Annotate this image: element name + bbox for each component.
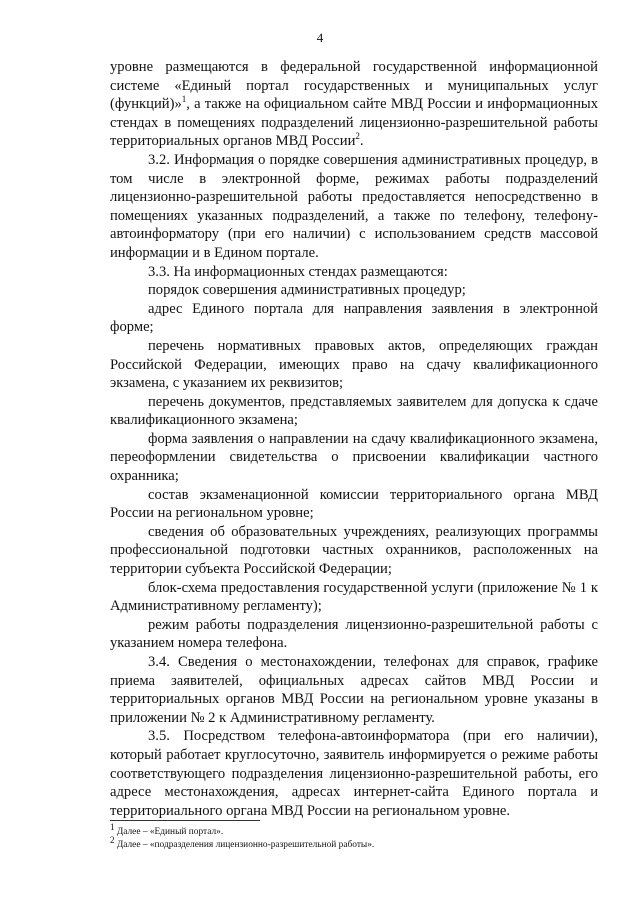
list-item: порядок совершения административных процедур; (148, 282, 466, 299)
footnote-ref: 2 (355, 131, 360, 142)
paragraph-continuation (110, 58, 598, 151)
footnotes (110, 821, 598, 852)
footnote-1 (110, 821, 598, 839)
list-item: перечень документов, представляемых заявителем для допуска к сдаче квалификационного экзамена; (110, 393, 598, 429)
list-item: перечень нормативных правовых актов, определяющих граждан Российской Федерации, имеющих право на сдачу квалификационного экзамена, с указанием их реквизитов; (110, 337, 598, 392)
list-item: состав экзаменационной комиссии территориального органа МВД России на региональном уровне; (110, 486, 598, 522)
page-number: 4 (316, 30, 324, 45)
list-item: блок-схема предоставления государственной услуги (приложение № 1 к Административному регламенту); (110, 579, 598, 615)
footnote-2 (110, 834, 598, 852)
paragraph-3-5: 3.5. Посредством телефона-автоинформатора (при его наличии), который работает круглосуточно, заявитель информируется о режиме работы соответствующего подразделения лицензионно-разрешительной работы, его адресе местонахождения, адресах интернет-сайта Единого портала и территориального органа МВД России на региональном уровне. (110, 728, 598, 819)
paragraph-text: . (359, 133, 364, 150)
paragraph-3-2: 3.2. Информация о порядке совершения административных процедур, в том числе в электронной форме, режимах работы подразделений лицензионно-разрешительной работы предоставляется непосредственно в помещениях указанных подразделений, а также по телефону, телефону-автоинформатору (при его наличии) с использованием средств массовой информации и в Едином портале. (110, 151, 598, 261)
list-item: адрес Единого портала для направления заявления в электронной форме; (110, 300, 598, 336)
paragraph-text: уровне размещаются в федеральной государственной информационной системе «Единый портал государственных и муниципальных услуг (функций)» (110, 59, 598, 113)
footnote-ref: 1 (181, 94, 187, 105)
footnote-mark: 2 (110, 834, 115, 845)
footnote-text: Далее – «Единый портал». (116, 827, 224, 837)
paragraph-3-4: 3.4. Сведения о местонахождении, телефонах для справок, графике приема заявителей, официальных адресах сайтов МВД России и территориальных органов МВД России на региональном уровне указаны в приложении № 2 к Административному регламенту. (110, 654, 598, 726)
footnote-divider (110, 820, 260, 821)
document-body (110, 58, 598, 820)
footnote-mark: 1 (110, 821, 115, 832)
footnote-text: Далее – «подразделения лицензионно-разрешительной работы». (116, 840, 375, 850)
list-item: режим работы подразделения лицензионно-разрешительной работы с указанием номера телефона. (110, 616, 598, 652)
paragraph-3-3: 3.3. На информационных стендах размещаются: (148, 263, 448, 280)
paragraph-text: , а также на официальном сайте МВД России и информационных стендах в помещениях подразделений лицензионно-разрешительной работы территориальных органов МВД России (110, 96, 598, 150)
list-item: форма заявления о направлении на сдачу квалификационного экзамена, переоформлении свидетельства о присвоении квалификации частного охранника; (110, 430, 598, 485)
list-item: сведения об образовательных учреждениях, реализующих программы профессиональной подготовки частных охранников, расположенных на территории субъекта Российской Федерации; (110, 523, 598, 578)
